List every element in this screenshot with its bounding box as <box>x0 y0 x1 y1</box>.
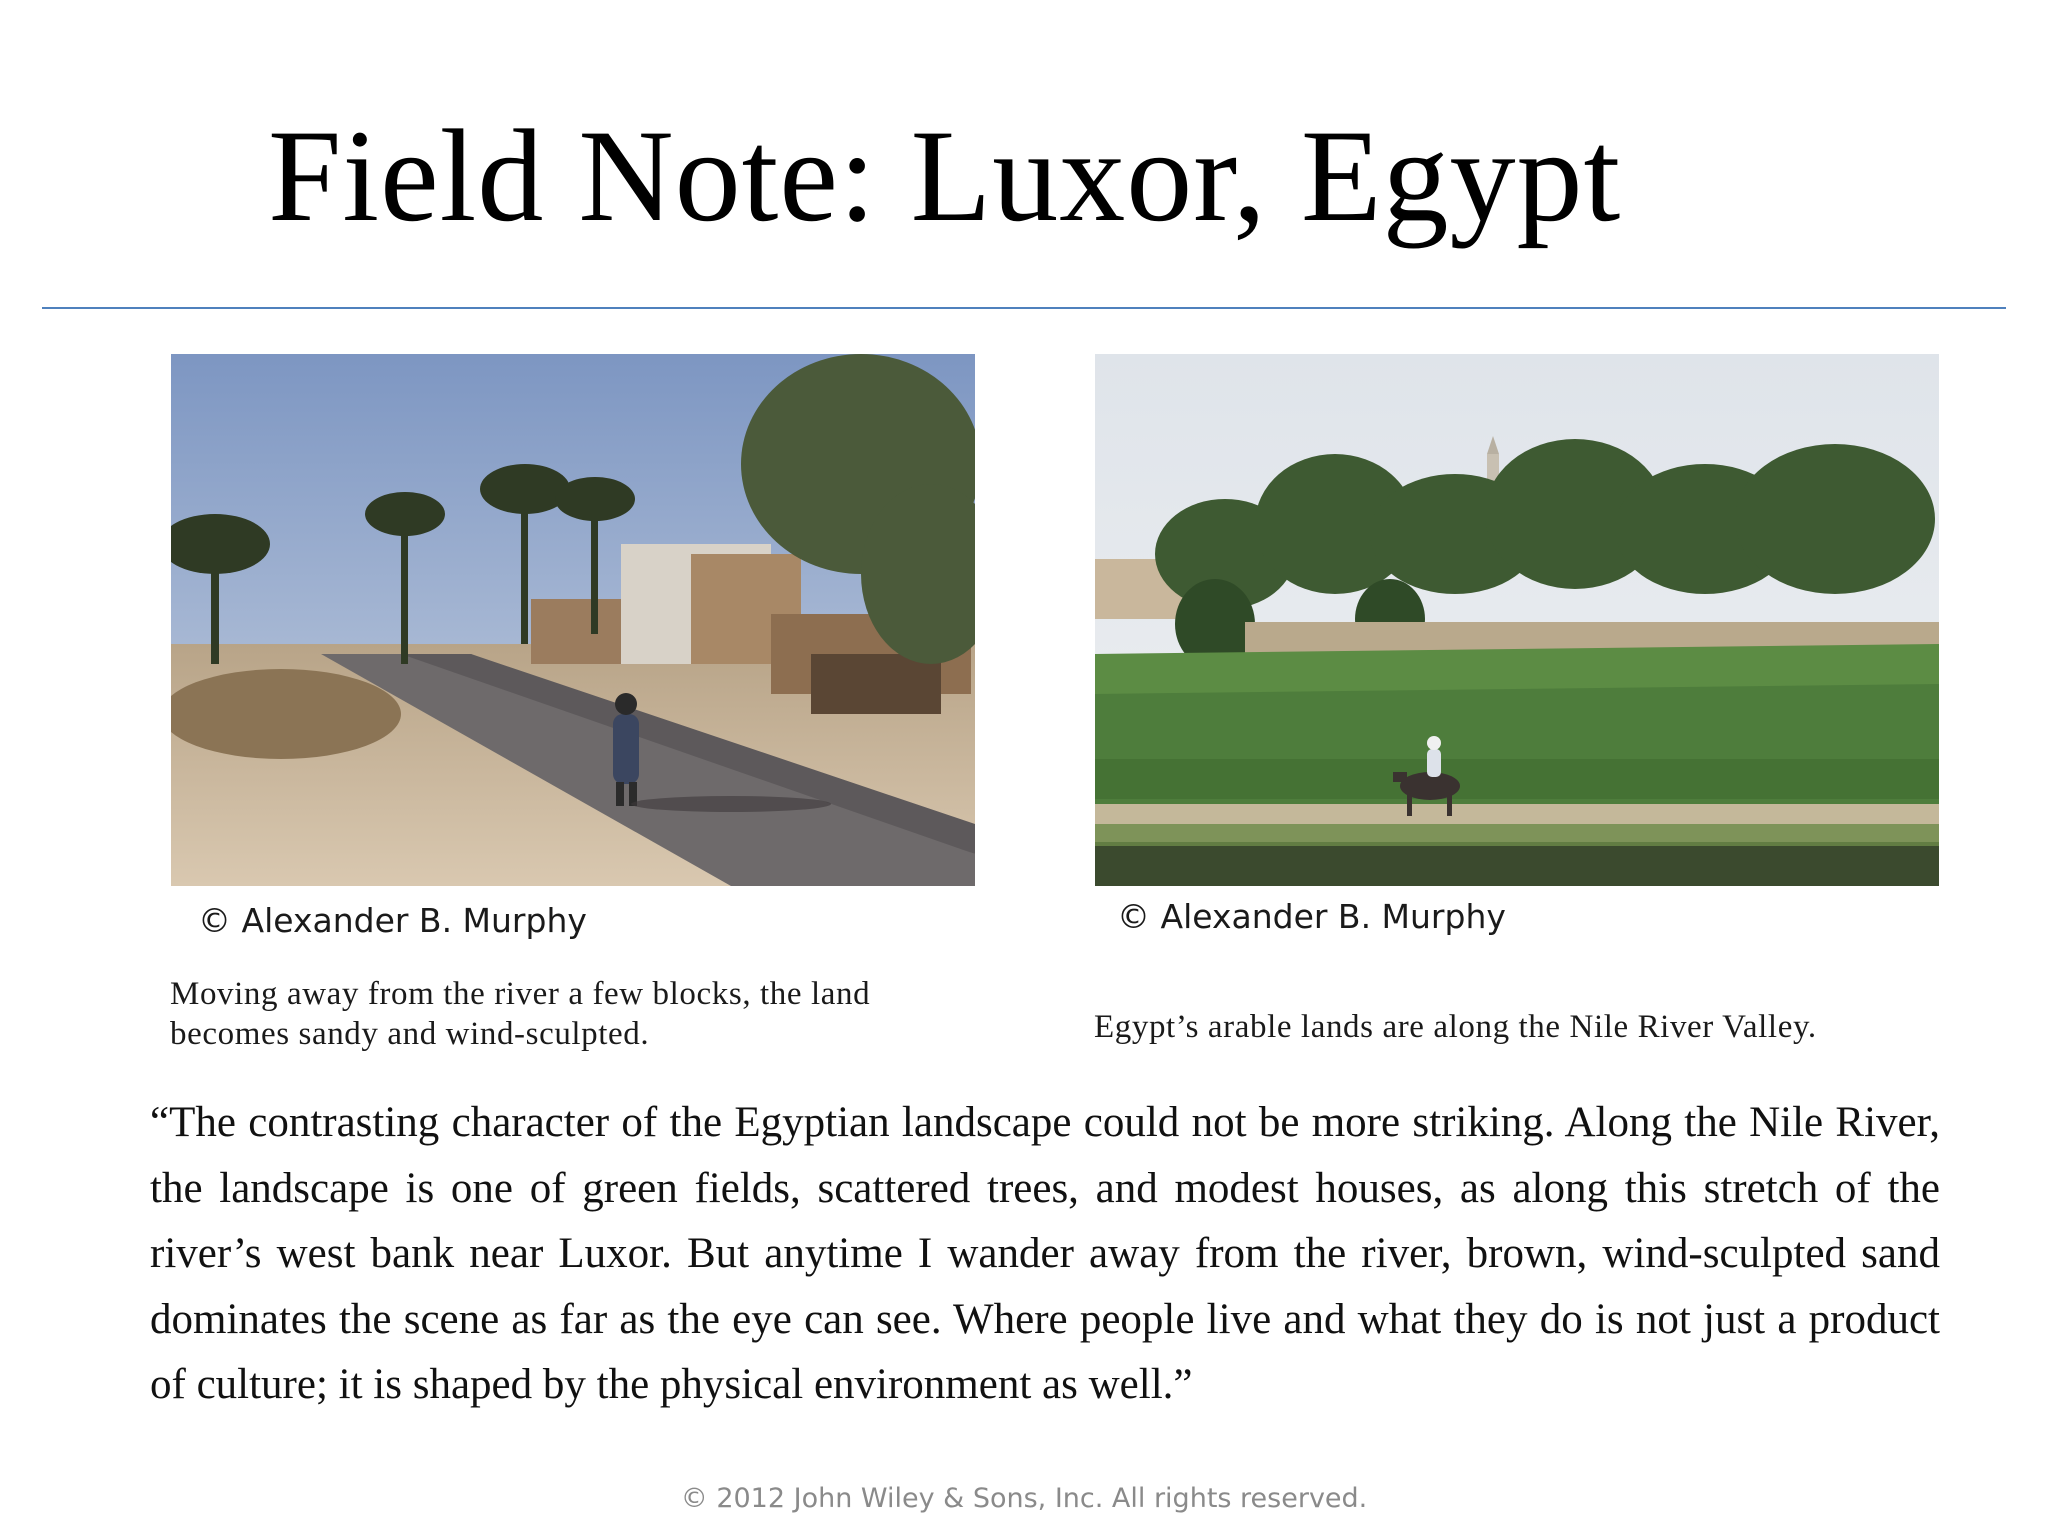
village-road-photo <box>171 354 975 886</box>
nile-fields-photo <box>1095 354 1939 886</box>
photo-caption-left: Moving away from the river a few blocks, the land becomes sandy and wind-sculpted. <box>170 976 871 1052</box>
title-divider <box>42 307 2006 309</box>
slide-title: Field Note: Luxor, Egypt <box>268 102 1622 249</box>
photo-credit-right: © Alexander B. Murphy <box>1117 897 1506 936</box>
field-note-quote: “The contrasting character of the Egyptian landscape could not be more striking. Along the Nile River, the landscape is one of green fields, scattered trees, and modest houses, as along this stretch of the river’s west bank near Luxor. But anytime I wander away from the river, brown, wind-sculpted sand dominates the scene as far as the eye can see. Where people live and what they do is not just a product of culture; it is shaped by the physical environment as well.” <box>150 1099 1940 1408</box>
copyright-footer: © 2012 John Wiley & Sons, Inc. All rights reserved. <box>680 1483 1368 1514</box>
photo-caption-right: Egypt’s arable lands are along the Nile River Valley. <box>1094 1009 1817 1045</box>
photo-credit-left: © Alexander B. Murphy <box>198 901 587 940</box>
